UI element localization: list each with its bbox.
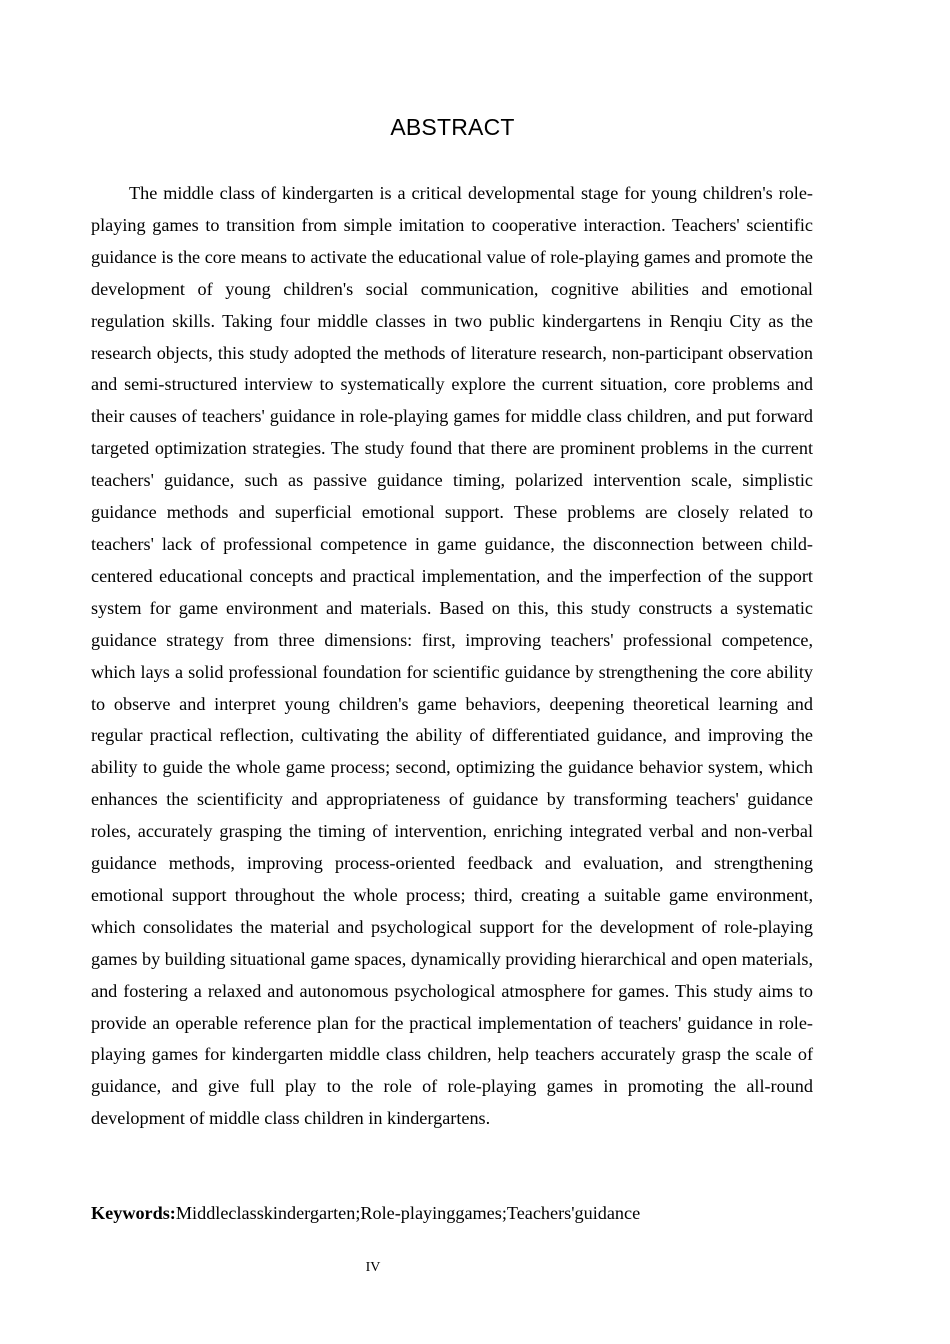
keywords-label: Keywords:: [91, 1203, 176, 1223]
keywords-text: Middleclasskindergarten;Role-playinggames;Teachers'guidance: [175, 1203, 641, 1223]
page-number: IV: [365, 1260, 381, 1275]
abstract-body-text: The middle class of kindergarten is a critical developmental stage for young children's role-playing games to transition from simple imitation to cooperative interaction. Teachers' scientific guidance is the core means to activate the educational value of role-playing games and promote the development of young children's social communication, cognitive abilities and emotional regulation skills. Taking four middle classes in two public kindergartens in Renqiu City as the research objects, this study adopted the methods of literature research, non-participant observation and semi-structured interview to systematically explore the current situation, core problems and their causes of teachers' guidance in role-playing games for middle class children, and put forward targeted optimization strategies. The study found that there are prominent problems in the current teachers' guidance, such as passive guidance timing, polarized intervention scale, simplistic guidance methods and superficial emotional support. These problems are closely related to teachers' lack of professional competence in game guidance, the disconnection between child-centered educational concepts and practical implementation, and the imperfection of the support system for game environment and materials. Based on this, this study constructs a systematic guidance strategy from three dimensions: first, improving teachers' professional competence, which lays a solid professional foundation for scientific guidance by strengthening the core ability to observe and interpret young children's game behaviors, deepening theoretical learning and regular practical reflection, cultivating the ability of differentiated guidance, and improving the ability to guide the whole game process; second, optimizing the guidance behavior system, which enhances the scientificity and appropriateness of guidance by transforming teachers' guidance roles, accurately grasping the timing of intervention, enriching integrated verbal and non-verbal guidance methods, improving process-oriented feedback and evaluation, and strengthening emotional support throughout the whole process; third, creating a suitable game environment, which consolidates the material and psychological support for the development of role-playing games by building situational game spaces, dynamically providing hierarchical and open materials, and fostering a relaxed and autonomous psychological atmosphere for games. This study aims to provide an operable reference plan for the practical implementation of teachers' guidance in role-playing games for kindergarten middle class children, help teachers accurately grasp the scale of guidance, and give full play to the role of role-playing games in promoting the all-round development of middle class children in kindergartens.: [91, 183, 813, 1129]
abstract-title: ABSTRACT: [390, 114, 515, 140]
keywords-line: [91, 1198, 813, 1230]
